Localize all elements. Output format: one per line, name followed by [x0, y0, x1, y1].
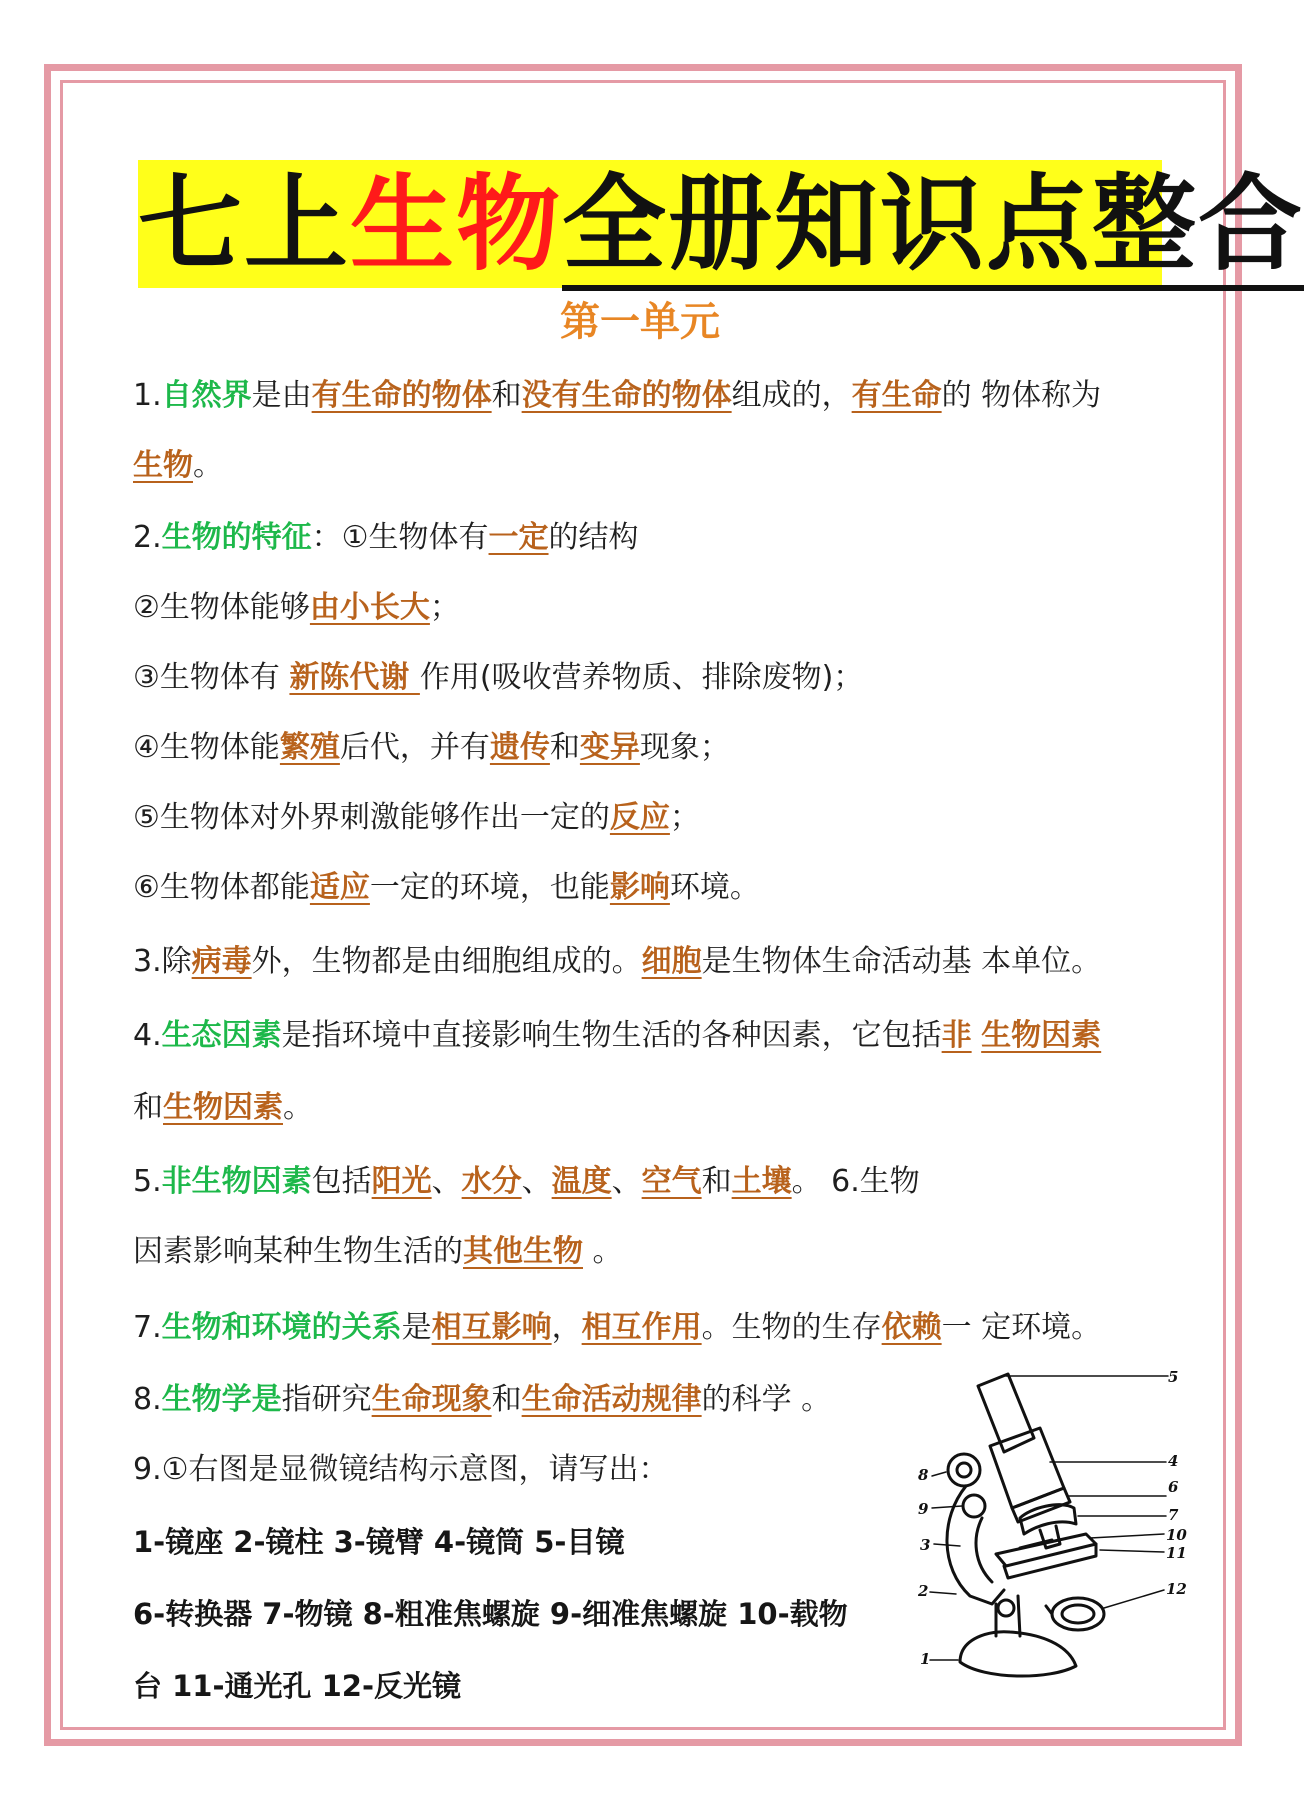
feature-5-line: ⑤生物体对外界刺激能够作出一定的反应；: [133, 800, 700, 835]
figure-label-2: 2: [918, 1582, 929, 1600]
microscope-parts-2: 6-转换器 7-物镜 8-粗准焦螺旋 9-细准焦螺旋 10-载物: [133, 1597, 848, 1631]
figure-label-6: 6: [1168, 1478, 1179, 1496]
microscope-parts-1: 1-镜座 2-镜柱 3-镜臂 4-镜筒 5-目镜: [133, 1525, 625, 1559]
point-5-line-1: 5.非生物因素包括阳光、水分、温度、空气和土壤。 6.生物: [133, 1164, 920, 1199]
title-part-3: 全册知识点整合: [562, 163, 1304, 291]
point-8-line: 8.生物学是指研究生命现象和生命活动规律的科学 。: [133, 1382, 832, 1417]
point-1-line-2: 生物。: [133, 448, 223, 483]
title-part-2: 生物: [350, 163, 563, 285]
figure-label-9: 9: [918, 1500, 929, 1518]
figure-label-3: 3: [920, 1536, 931, 1554]
title-part-1: 七上: [138, 163, 351, 285]
point-2-line: 2.生物的特征：①生物体有一定的结构: [133, 520, 639, 555]
point-7-line: 7.生物和环境的关系是相互影响，相互作用。生物的生存依赖一 定环境。: [133, 1310, 1102, 1345]
unit-heading: 第一单元: [560, 299, 720, 345]
point-4-line-2: 和生物因素。: [133, 1090, 313, 1125]
feature-2-line: ②生物体能够由小长大；: [133, 590, 460, 625]
figure-label-1: 1: [920, 1650, 931, 1668]
page-title: [138, 162, 1304, 290]
point-4-line-1: 4.生态因素是指环境中直接影响生物生活的各种因素，它包括非 生物因素: [133, 1018, 1102, 1053]
point-6-line-2: 因素影响某种生物生活的其他生物 。: [133, 1234, 623, 1269]
figure-label-5: 5: [1168, 1368, 1179, 1386]
point-9-line: 9.①右图是显微镜结构示意图，请写出：: [133, 1452, 669, 1487]
figure-label-10: 10: [1166, 1526, 1187, 1544]
figure-label-11: 11: [1166, 1544, 1187, 1562]
microscope-figure: [900, 1368, 1187, 1684]
feature-3-line: ③生物体有 新陈代谢 作用(吸收营养物质、排除废物)；: [133, 660, 864, 695]
point-1-line-1: 1.自然界是由有生命的物体和没有生命的物体组成的，有生命的 物体称为: [133, 378, 1102, 413]
feature-4-line: ④生物体能繁殖后代，并有遗传和变异现象；: [133, 730, 730, 765]
point-3-line: 3.除病毒外，生物都是由细胞组成的。细胞是生物体生命活动基 本单位。: [133, 944, 1102, 979]
figure-label-8: 8: [918, 1466, 929, 1484]
microscope-parts-3: 台 11-通光孔 12-反光镜: [133, 1669, 461, 1703]
feature-6-line: ⑥生物体都能适应一定的环境，也能影响环境。: [133, 870, 760, 905]
figure-label-12: 12: [1166, 1580, 1187, 1598]
figure-label-7: 7: [1168, 1506, 1179, 1524]
figure-label-4: 4: [1168, 1452, 1179, 1470]
